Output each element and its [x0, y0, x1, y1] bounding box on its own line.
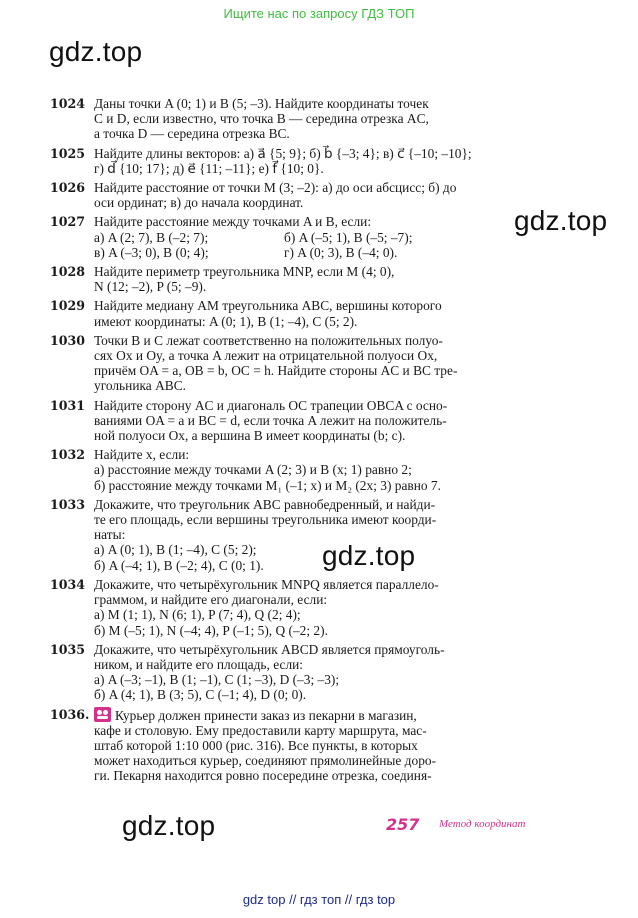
problem-option: б) A (–5; 1), B (–5; –7); — [284, 229, 413, 245]
problem-text — [94, 214, 566, 260]
problem-list — [50, 96, 566, 788]
problem-options-row — [94, 245, 566, 260]
problem-line: а) M (1; 1), N (6; 1), P (7; 4), Q (2; 4); — [94, 607, 301, 623]
problem-number: 1025 — [50, 145, 86, 161]
problem-line: причём OA = a, OB = b, OC = h. Найдите стороны AC и BC тре- — [94, 363, 458, 379]
problem-text — [94, 642, 566, 703]
problem-option: а) A (2; 7), B (–2; 7); — [94, 229, 209, 245]
problem-line: Найдите медиану AM треугольника ABC, вершины которого — [94, 298, 442, 314]
bottom-links[interactable]: gdz top // гдз топ // гдз top — [242, 892, 396, 907]
problem-item — [50, 398, 566, 444]
problem-line: а) расстояние между точками A (2; 3) и B (x; 1) равно 2; — [94, 462, 412, 478]
problem-text — [94, 707, 566, 784]
problem-text — [94, 577, 566, 638]
problem-line: может находиться курьер, соединяют прямолинейные доро- — [94, 753, 437, 769]
problem-line: б) M (–5; 1), N (–4; 4), P (–1; 5), Q (–2; 2). — [94, 622, 328, 638]
problem-line: Точки B и C лежат соответственно на положительных полуо- — [94, 332, 443, 348]
problem-line: N (12; –2), P (5; –9). — [94, 279, 207, 295]
problem-item — [50, 707, 566, 784]
problem-item — [50, 447, 566, 493]
problem-item — [50, 642, 566, 703]
problem-line: ваниями OA = a и BC = d, если точка A лежит на положитель- — [94, 412, 447, 428]
problem-number: 1029 — [50, 298, 86, 314]
problem-line: Даны точки A (0; 1) и B (5; –3). Найдите координаты точек — [94, 96, 429, 111]
problem-line: штаб которой 1:10 000 (рис. 316). Все пункты, в которых — [94, 737, 418, 753]
problem-number: 1035 — [50, 641, 86, 657]
problem-line: C и D, если известно, что точка B — середина отрезка AC, — [94, 111, 429, 127]
problem-line: Найдите x, если: — [94, 447, 190, 463]
watermark-logo: gdz.top — [322, 540, 416, 571]
problem-line: угольника ABC. — [94, 378, 186, 394]
problem-number: 1036. — [50, 706, 90, 722]
problem-item — [50, 577, 566, 638]
problem-text — [94, 146, 566, 176]
watermark-logo: gdz.top — [122, 810, 216, 841]
page-number: 257 — [386, 815, 420, 834]
problem-number: 1032 — [50, 447, 86, 463]
problem-text — [94, 497, 566, 573]
problem-number: 1024 — [50, 96, 86, 111]
problem-text — [94, 298, 566, 328]
problem-line: сях Ox и Oy, а точка A лежит на отрицательной полуоси Ox, — [94, 348, 438, 364]
problem-option: в) A (–3; 0), B (0; 4); — [94, 244, 209, 260]
problem-text — [94, 333, 566, 394]
problem-number: 1034 — [50, 576, 86, 592]
problem-line: Найдите периметр треугольника MNP, если M (4; 0), — [94, 264, 395, 280]
problem-options-row — [94, 230, 566, 245]
problem-line: б) A (–4; 1), B (–2; 4), C (0; 1). — [94, 557, 264, 573]
problem-line: Докажите, что треугольник ABC равнобедренный, и найди- — [94, 496, 436, 512]
problem-item — [50, 333, 566, 394]
problem-item — [50, 180, 566, 210]
problem-item — [50, 497, 566, 573]
problem-number: 1028 — [50, 264, 86, 280]
problem-line: а) A (0; 1), B (1; –4), C (5; 2); — [94, 542, 257, 558]
problem-line: те его площадь, если вершины треугольника имеют коорди- — [94, 512, 437, 528]
problem-item — [50, 264, 566, 294]
problem-line: Найдите длины векторов: а) a⃗ {5; 9}; б) b⃗ {–3; 4}; в) c⃗ {–10; –10}; — [94, 145, 472, 161]
problem-line: граммом, и найдите его диагонали, если: — [94, 592, 328, 608]
problem-number: 1033 — [50, 496, 86, 512]
problem-text — [94, 264, 566, 294]
problem-line: имеют координаты: A (0; 1), B (1; –4), C (5; 2). — [94, 313, 358, 329]
watermark-logo: gdz.top — [514, 205, 608, 236]
problem-line: ги. Пекарня находится ровно посередине отрезка, соединя- — [94, 768, 432, 784]
problem-line: оси ординат; в) до начала координат. — [94, 195, 304, 211]
top-banner[interactable]: Ищите нас по запросу ГДЗ ТОП — [223, 6, 415, 21]
problem-item — [50, 146, 566, 176]
problem-line — [94, 707, 566, 723]
problem-line: Докажите, что четырёхугольник ABCD является прямоуголь- — [94, 641, 445, 657]
problem-line: б) расстояние между точками M₁ (–1; x) и M₂ (2x; 3) равно 7. — [94, 477, 441, 493]
problem-number: 1026 — [50, 180, 86, 196]
problem-number: 1027 — [50, 214, 86, 230]
problem-line: а точка D — середина отрезка BC. — [94, 126, 290, 142]
problem-text — [94, 398, 566, 444]
watermark-logo: gdz.top — [49, 36, 143, 67]
problem-line-text: Курьер должен принести заказ из пекарни в магазин, — [115, 707, 417, 723]
problem-line: Найдите расстояние между точками A и B, если: — [94, 214, 372, 230]
problem-line: ником, и найдите его площадь, если: — [94, 656, 304, 672]
problem-number: 1031 — [50, 397, 86, 413]
problem-item — [50, 214, 566, 260]
problem-text — [94, 96, 566, 142]
group-work-icon — [94, 707, 111, 722]
problem-line: ной полуоси Ox, а вершина B имеет координаты (b; c). — [94, 428, 406, 444]
problem-line: Найдите расстояние от точки M (3; –2): а) до оси абсцисс; б) до — [94, 180, 457, 196]
problem-text — [94, 447, 566, 493]
problem-item — [50, 298, 566, 328]
problem-line: г) d⃗ {10; 17}; д) e⃗ {11; –11}; е) f⃗ {10; 0}. — [94, 160, 324, 176]
problem-line: Докажите, что четырёхугольник MNPQ является параллело- — [94, 576, 439, 592]
problem-line: кафе и столовую. Ему предоставили карту маршрута, мас- — [94, 722, 427, 738]
section-title: Метод координат — [439, 818, 526, 830]
problem-line: наты: — [94, 527, 126, 543]
problem-line: Найдите сторону AC и диагональ OC трапеции OBCA с осно- — [94, 397, 448, 413]
problem-number: 1030 — [50, 332, 86, 348]
problem-line: б) A (4; 1), B (3; 5), C (–1; 4), D (0; 0). — [94, 687, 307, 703]
problem-text — [94, 180, 566, 210]
problem-option: г) A (0; 3), B (–4; 0). — [284, 244, 398, 260]
problem-line: а) A (–3; –1), B (1; –1), C (1; –3), D (–3; –3); — [94, 672, 340, 688]
problem-item — [50, 96, 566, 142]
